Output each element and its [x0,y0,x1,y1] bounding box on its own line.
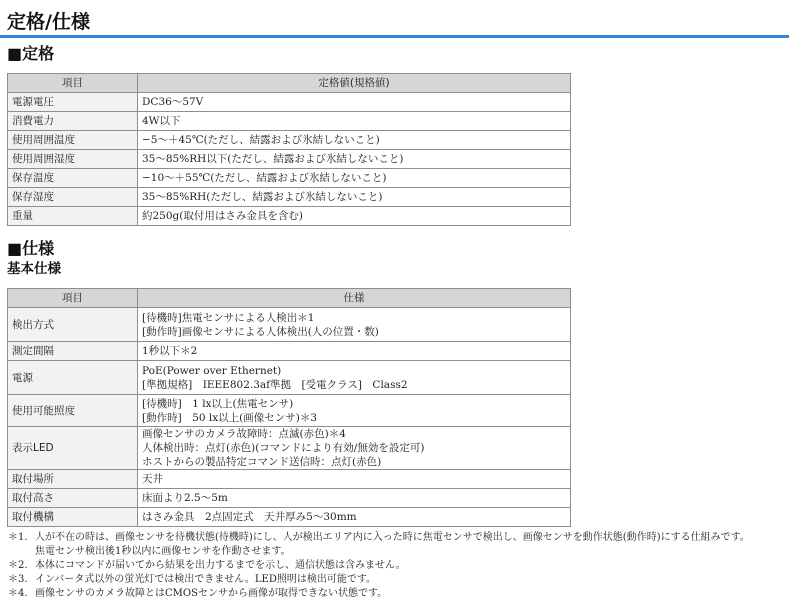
page-title: 定格/仕様 [7,11,90,33]
table-header-row [8,289,571,308]
table-row [8,470,571,489]
table-row [8,508,571,527]
value-line: −5～＋45℃(ただし、結露および氷結しないこと) [142,134,380,146]
footnote-line: 焦電センサ検出後1秒以内に画像センサを作動させます。 [35,546,291,557]
row-label: 取付機構 [8,508,138,527]
row-label: 使用周囲湿度 [8,150,138,169]
ratings-table [7,73,571,226]
footnote-line: インバータ式以外の蛍光灯では検出できません。LED照明は検出可能です。 [35,574,377,585]
footnote-mark: ＊2. [8,560,28,571]
row-value [138,508,571,527]
value-line: [動作時] 50 lx以上(画像センサ)＊3 [142,411,318,424]
specs-table [7,288,571,527]
table-row [8,131,571,150]
value-line: [待機時]焦電センサによる人検出＊1 [142,311,315,324]
value-line: [準拠規格] IEEE802.3af準拠 [受電クラス] Class2 [142,378,408,391]
row-value [138,131,571,150]
footnote [8,587,789,601]
row-label: 検出方式 [8,308,138,342]
column-header-value: 定格値(規格値) [138,74,571,93]
footnote-mark: ＊1. [8,532,28,543]
footnote-line: 画像センサのカメラ故障とはCMOSセンサから画像が取得できない状態です。 [35,588,388,599]
table-header-row [8,74,571,93]
title-underline [0,35,789,38]
footnote [8,531,789,559]
value-line: PoE(Power over Ethernet) [142,364,282,377]
row-value [138,427,571,470]
row-value [138,188,571,207]
row-label: 表示LED [8,427,138,470]
row-label: 重量 [8,207,138,226]
ratings-heading: ■定格 [7,44,55,63]
row-value [138,93,571,112]
table-row [8,150,571,169]
row-label: 取付場所 [8,470,138,489]
value-line: 人体検出時：点灯(赤色)(コマンドにより有効/無効を設定可) [142,442,425,454]
row-label: 使用周囲温度 [8,131,138,150]
table-row [8,169,571,188]
column-header-item: 項目 [8,74,138,93]
footnote-text [35,573,376,587]
value-line: ホストからの製品特定コマンド送信時：点灯(赤色) [142,456,382,468]
value-line: 35～85%RH(ただし、結露および氷結しないこと) [142,191,383,203]
row-label: 保存湿度 [8,188,138,207]
row-value [138,308,571,342]
value-line: −10～＋55℃(ただし、結露および氷結しないこと) [142,172,387,184]
column-header-item: 項目 [8,289,138,308]
row-value [138,470,571,489]
footnote-line: 本体にコマンドが届いてから結果を出力するまでを示し、通信状態は含みません。 [35,560,406,571]
row-value [138,361,571,395]
value-line: [動作時]画像センサによる人体検出(人の位置・数) [142,325,379,338]
table-row [8,112,571,131]
value-line: 4W以下 [142,115,181,127]
table-row [8,342,571,361]
basic-specs-subheading: 基本仕様 [7,261,61,277]
column-header-spec: 仕様 [138,289,571,308]
value-line: 約250g(取付用はさみ金具を含む) [142,210,303,222]
table-row [8,427,571,470]
row-value [138,150,571,169]
table-row [8,188,571,207]
row-label: 使用可能照度 [8,395,138,427]
table-row [8,93,571,112]
value-line: 画像センサのカメラ故障時：点滅(赤色)＊4 [142,428,346,440]
row-value [138,395,571,427]
value-line: DC36～57V [142,96,204,108]
table-row [8,361,571,395]
footnote-text [35,587,387,601]
row-value [138,112,571,131]
value-line: 天井 [142,473,163,485]
row-label: 測定間隔 [8,342,138,361]
row-label: 取付高さ [8,489,138,508]
footnote-mark: ＊3. [8,574,28,585]
table-row [8,207,571,226]
footnote [8,559,789,573]
value-line: 35～85%RH以下(ただし、結露および氷結しないこと) [142,153,404,165]
footnote-mark: ＊4. [8,588,28,599]
footnotes [8,531,789,601]
table-row [8,395,571,427]
row-label: 消費電力 [8,112,138,131]
footnote-line: 人が不在の時は、画像センサを待機状態(待機時)にし、人が検出エリア内に入った時に焦電センサで検出し、画像センサを動作状態(動作時)にする仕組みです。 [35,532,750,543]
row-label: 電源電圧 [8,93,138,112]
value-line: はさみ金具 2点固定式 天井厚み5～30mm [142,511,357,523]
table-row [8,489,571,508]
value-line: 床面より2.5～5m [142,492,228,504]
specs-heading: ■仕様 [7,239,55,258]
table-row [8,308,571,342]
row-value [138,342,571,361]
footnote-text [35,559,406,573]
row-label: 保存温度 [8,169,138,188]
footnote [8,573,789,587]
value-line: 1秒以下＊2 [142,345,198,357]
row-label: 電源 [8,361,138,395]
row-value [138,489,571,508]
footnote-text [35,531,750,559]
value-line: [待機時] 1 lx以上(焦電センサ) [142,397,294,410]
row-value [138,169,571,188]
row-value [138,207,571,226]
